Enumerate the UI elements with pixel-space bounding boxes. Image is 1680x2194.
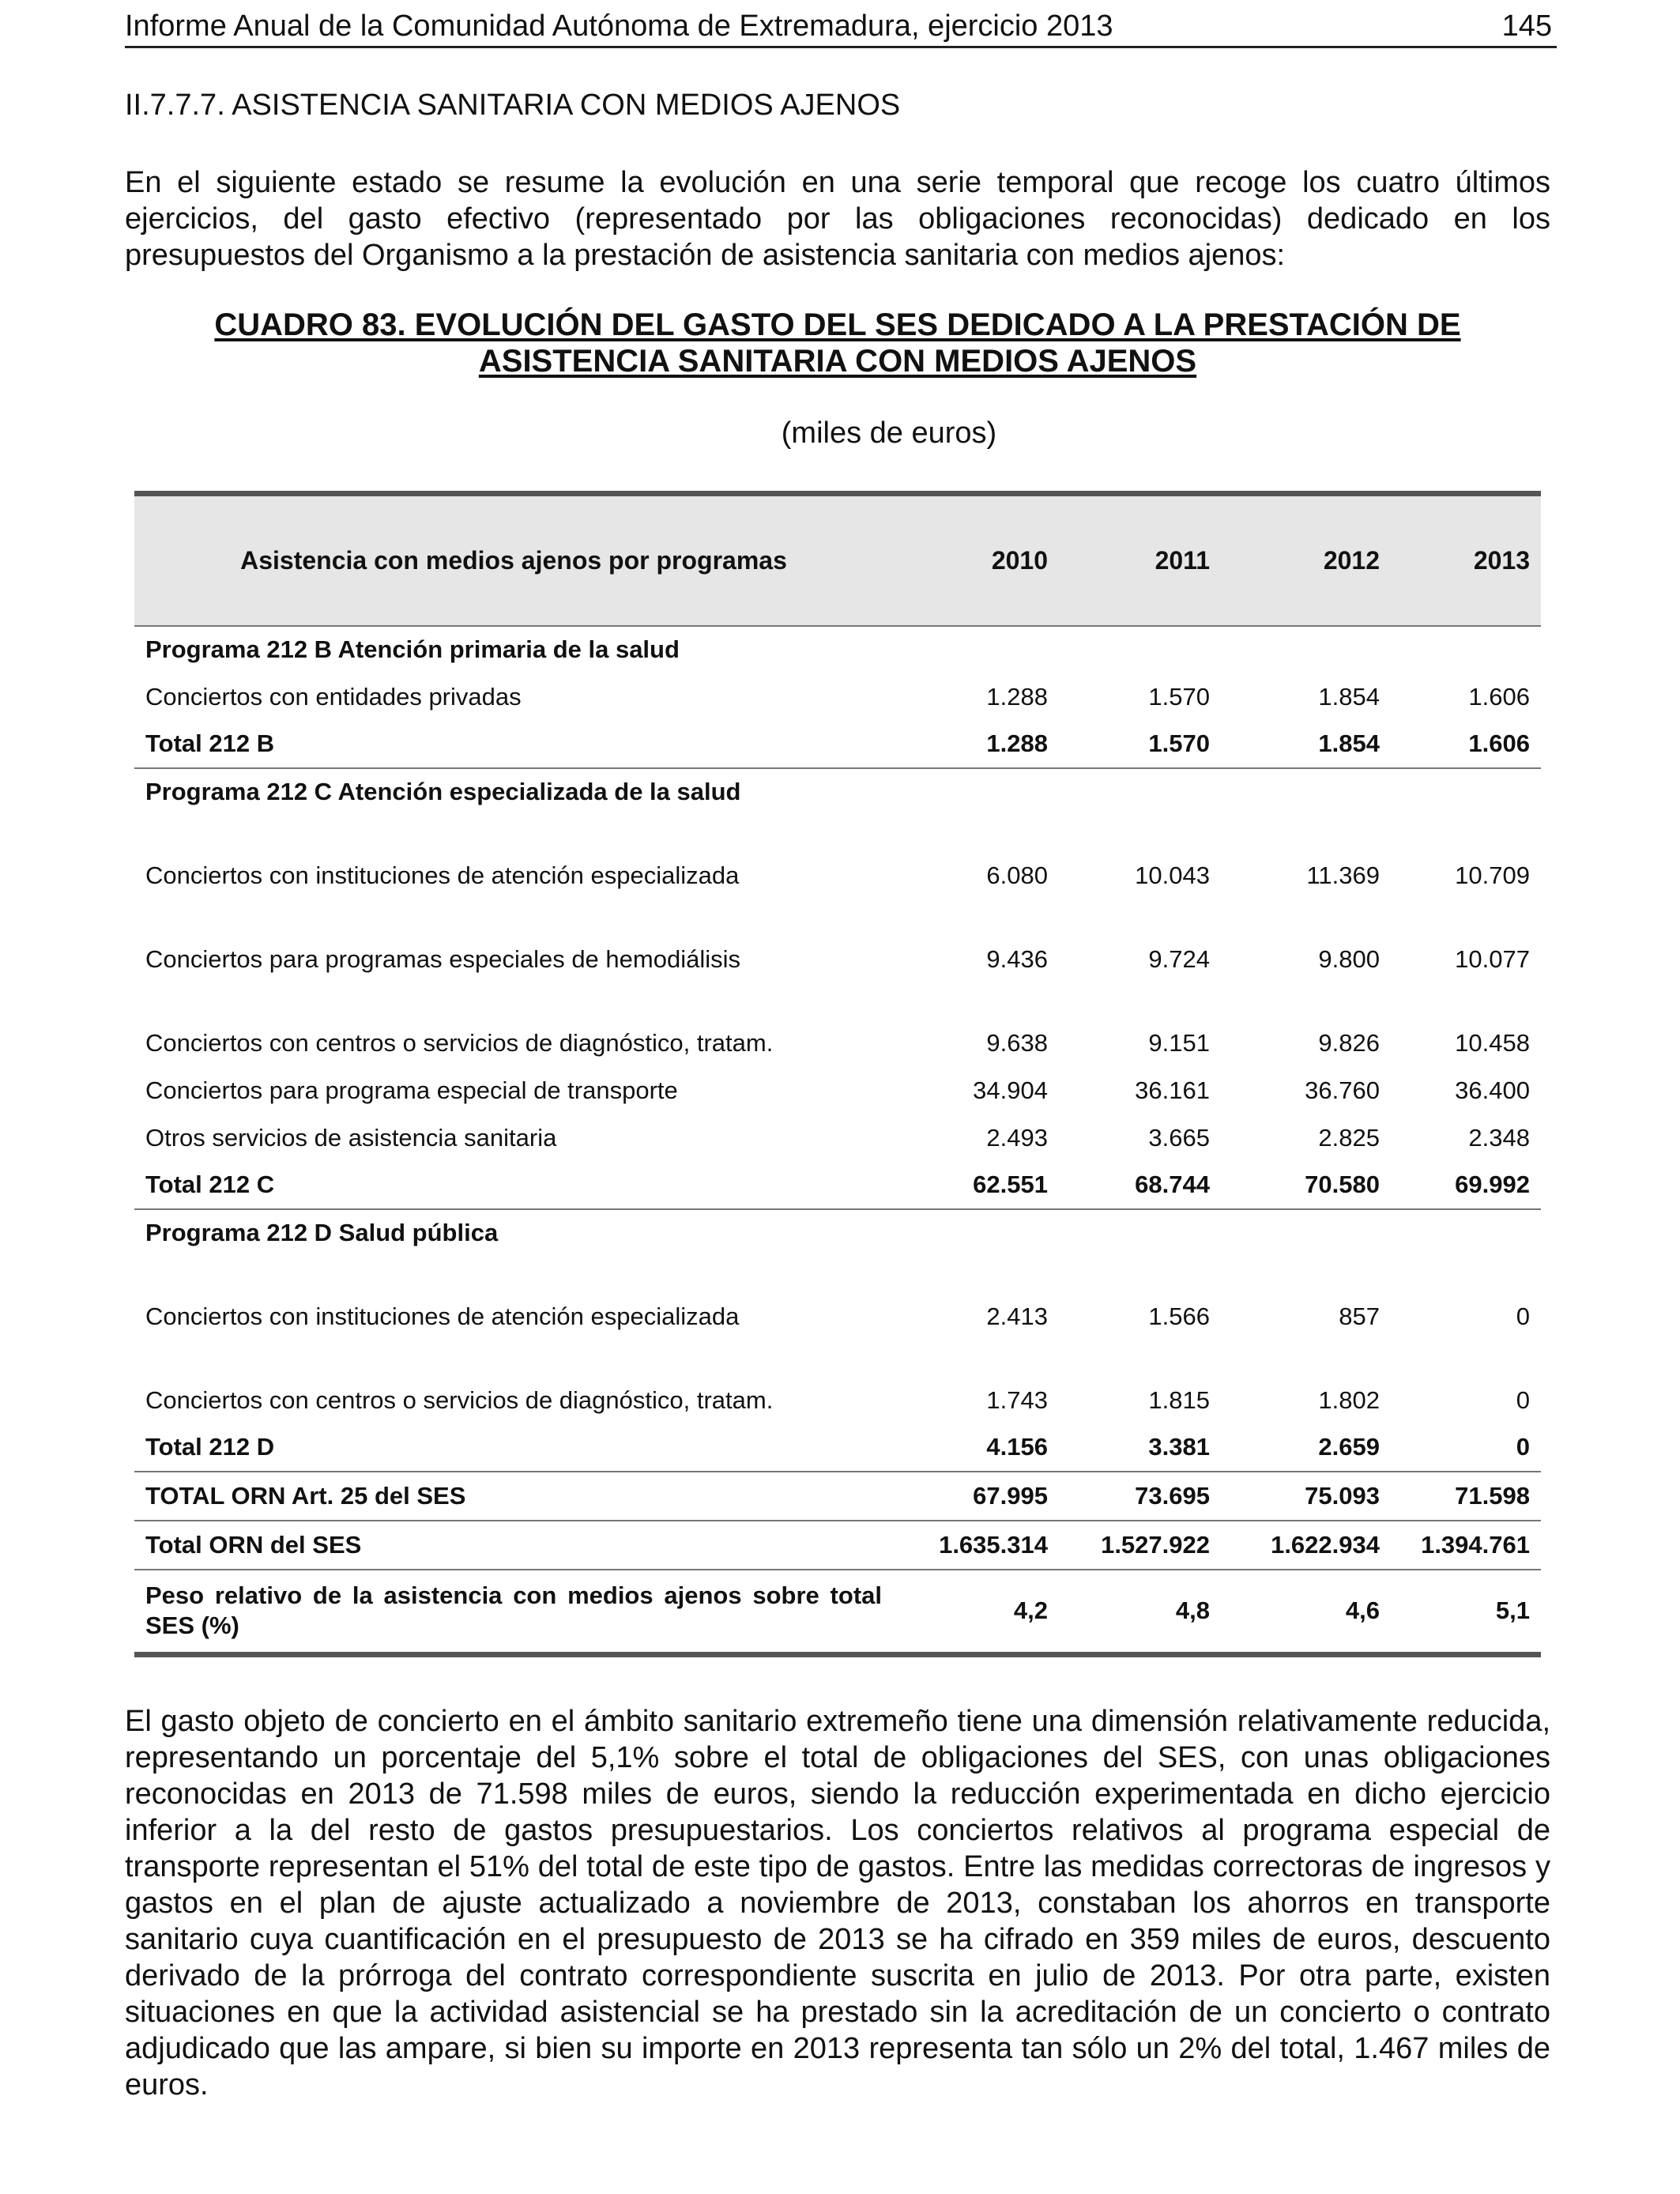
value-2013: 10.077 — [1455, 944, 1530, 973]
row-label: Conciertos para programas especiales de hemodiálisis — [145, 944, 740, 973]
row-label: Programa 212 D Salud pública — [145, 1219, 499, 1246]
row-label: TOTAL ORN Art. 25 del SES — [134, 1472, 893, 1521]
value-2011: 9.724 — [1148, 944, 1210, 973]
value-2010 — [893, 1209, 1059, 1257]
total-row — [134, 1424, 1541, 1472]
value-2013 — [1391, 626, 1541, 673]
value-2010: 62.551 — [893, 1162, 1059, 1209]
value-2013: 1.606 — [1468, 682, 1530, 711]
row-label: Programa 212 C Atención especializada de la salud — [145, 778, 741, 805]
value-2012 — [1221, 1209, 1391, 1257]
row-label: Conciertos con centros o servicios de diagnóstico, tratam. — [145, 1028, 774, 1057]
value-2013: 0 — [1391, 1424, 1541, 1472]
value-2010: 6.080 — [986, 861, 1048, 889]
value-2012: 1.802 — [1318, 1385, 1380, 1414]
row-label: Conciertos con instituciones de atención especializada — [145, 1302, 740, 1330]
column-header-concept: Asistencia con medios ajenos por programas — [134, 494, 893, 626]
table-row — [134, 1114, 1541, 1162]
value-2010: 9.638 — [986, 1028, 1048, 1057]
value-2012: 857 — [1339, 1302, 1380, 1330]
value-2012: 1.854 — [1318, 682, 1380, 711]
value-2012: 2.825 — [1318, 1123, 1380, 1152]
value-2012: 2.659 — [1221, 1424, 1391, 1472]
value-2013 — [1391, 1209, 1541, 1257]
total-row — [134, 1162, 1541, 1209]
value-2012 — [1221, 626, 1391, 673]
value-2013: 1.606 — [1391, 721, 1541, 768]
row-label: Total 212 C — [134, 1162, 893, 1209]
closing-paragraph: El gasto objeto de concierto en el ámbito sanitario extremeño tiene una dimensión relativamente reducida, representando un porcentaje del 5,1% sobre el total de obligaciones del SES, con unas obligaciones reconocidas en 2013 de 71.598 miles de euros, siendo la reducción experimentada en dicho ejercicio inferior a la del resto de gastos presupuestarios. Los conciertos relativos al programa especial de transporte representan el 51% del total de este tipo de gastos. Entre las medidas correctoras de ingresos y gastos en el plan de ajuste actualizado a noviembre de 2013, constaban los ahorros en transporte sanitario cuya cuantificación en el presupuesto de 2013 se ha cifrado en 359 miles de euros, descuento derivado de la prórroga del contrato correspondiente suscrita en julio de 2013. Por otra parte, existen situaciones en que la actividad asistencial se ha prestado sin la acreditación de un concierto o contrato adjudicado que las ampare, si bien su importe en 2013 representa tan sólo un 2% del total, 1.467 miles de euros. — [125, 1705, 1550, 2102]
value-2010: 2.493 — [986, 1123, 1048, 1152]
value-2013: 0 — [1516, 1302, 1530, 1330]
column-header-2013: 2013 — [1391, 494, 1541, 626]
value-2010 — [893, 768, 1059, 816]
units-caption: (miles de euros) — [781, 417, 997, 450]
relative-weight-row — [134, 1570, 1541, 1655]
table-row — [134, 816, 1541, 899]
ses-total-row — [134, 1521, 1541, 1570]
value-2011: 4,8 — [1059, 1570, 1221, 1655]
value-2013 — [1391, 768, 1541, 816]
value-2012: 1.854 — [1221, 721, 1391, 768]
value-2012: 1.622.934 — [1221, 1521, 1391, 1570]
grand-total-row — [134, 1472, 1541, 1521]
table-row — [134, 1257, 1541, 1340]
value-2013: 5,1 — [1391, 1570, 1541, 1655]
cuadro-title-line1: CUADRO 83. EVOLUCIÓN DEL GASTO DEL SES DEDICADO A LA PRESTACIÓN DE — [214, 307, 1461, 342]
value-2011: 3.665 — [1148, 1123, 1210, 1152]
column-header-2011: 2011 — [1059, 494, 1221, 626]
value-2013: 69.992 — [1391, 1162, 1541, 1209]
value-2010 — [893, 626, 1059, 673]
value-2010: 9.436 — [986, 944, 1048, 973]
cuadro-title — [125, 307, 1550, 379]
row-label: Total ORN del SES — [134, 1521, 893, 1570]
value-2012: 70.580 — [1221, 1162, 1391, 1209]
value-2012: 75.093 — [1221, 1472, 1391, 1521]
page-header — [125, 6, 1557, 48]
value-2013: 10.709 — [1455, 861, 1530, 889]
total-row — [134, 721, 1541, 768]
value-2010: 4.156 — [893, 1424, 1059, 1472]
table-header-row — [134, 494, 1541, 626]
row-label: Conciertos con centros o servicios de diagnóstico, tratam. — [145, 1385, 774, 1414]
value-2011 — [1059, 768, 1221, 816]
column-header-2012: 2012 — [1221, 494, 1391, 626]
value-2011: 1.566 — [1148, 1302, 1210, 1330]
intro-paragraph: En el siguiente estado se resume la evolución en una serie temporal que recoge los cuatro últimos ejercicios, del gasto efectivo (representado por las obligaciones reconocidas) dedicado en los presupuestos del Organismo a la prestación de asistencia sanitaria con medios ajenos: — [125, 166, 1550, 272]
header-title: Informe Anual de la Comunidad Autónoma de Extremadura, ejercicio 2013 — [125, 9, 1113, 43]
row-label: Otros servicios de asistencia sanitaria — [145, 1123, 557, 1152]
program-header-row — [134, 626, 1541, 673]
row-label: Programa 212 B Atención primaria de la salud — [145, 635, 680, 663]
cuadro-title-line2: ASISTENCIA SANITARIA CON MEDIOS AJENOS — [478, 344, 1197, 379]
program-header-row — [134, 768, 1541, 816]
value-2011: 1.570 — [1059, 721, 1221, 768]
value-2013: 2.348 — [1468, 1123, 1530, 1152]
value-2011: 73.695 — [1059, 1472, 1221, 1521]
row-label: Conciertos con entidades privadas — [145, 682, 522, 711]
value-2011: 1.815 — [1148, 1385, 1210, 1414]
value-2012: 36.760 — [1305, 1076, 1380, 1104]
value-2010: 2.413 — [986, 1302, 1048, 1330]
value-2012: 9.800 — [1318, 944, 1380, 973]
row-label: Peso relativo de la asistencia con medios ajenos sobre total SES (%) — [134, 1570, 893, 1655]
value-2011: 36.161 — [1135, 1076, 1210, 1104]
value-2012: 9.826 — [1318, 1028, 1380, 1057]
row-label: Conciertos con instituciones de atención especializada — [145, 861, 740, 889]
table-row — [134, 673, 1541, 721]
value-2010: 1.288 — [986, 682, 1048, 711]
section-title: II.7.7.7. ASISTENCIA SANITARIA CON MEDIOS AJENOS — [125, 89, 901, 122]
value-2013: 36.400 — [1455, 1076, 1530, 1104]
value-2013: 71.598 — [1391, 1472, 1541, 1521]
value-2011: 10.043 — [1135, 861, 1210, 889]
value-2011: 3.381 — [1059, 1424, 1221, 1472]
expenditure-table — [134, 491, 1541, 1657]
value-2010: 1.743 — [986, 1385, 1048, 1414]
value-2012 — [1221, 768, 1391, 816]
page-number: 145 — [1501, 9, 1552, 43]
table-row — [134, 1340, 1541, 1424]
value-2013: 1.394.761 — [1391, 1521, 1541, 1570]
value-2010: 34.904 — [973, 1076, 1048, 1104]
value-2011: 9.151 — [1148, 1028, 1210, 1057]
value-2010: 67.995 — [893, 1472, 1059, 1521]
value-2011 — [1059, 1209, 1221, 1257]
table-row — [134, 983, 1541, 1067]
value-2010: 1.635.314 — [893, 1521, 1059, 1570]
table-row — [134, 1067, 1541, 1114]
value-2012: 11.369 — [1306, 861, 1380, 889]
value-2010: 1.288 — [893, 721, 1059, 768]
value-2011: 1.570 — [1148, 682, 1210, 711]
value-2013: 0 — [1516, 1385, 1530, 1414]
row-label: Total 212 D — [134, 1424, 893, 1472]
value-2013: 10.458 — [1455, 1028, 1530, 1057]
row-label: Conciertos para programa especial de transporte — [145, 1076, 678, 1104]
value-2012: 4,6 — [1221, 1570, 1391, 1655]
row-label: Total 212 B — [134, 721, 893, 768]
value-2011: 1.527.922 — [1059, 1521, 1221, 1570]
value-2010: 4,2 — [893, 1570, 1059, 1655]
column-header-2010: 2010 — [893, 494, 1059, 626]
value-2011: 68.744 — [1059, 1162, 1221, 1209]
program-header-row — [134, 1209, 1541, 1257]
table-row — [134, 899, 1541, 983]
value-2011 — [1059, 626, 1221, 673]
